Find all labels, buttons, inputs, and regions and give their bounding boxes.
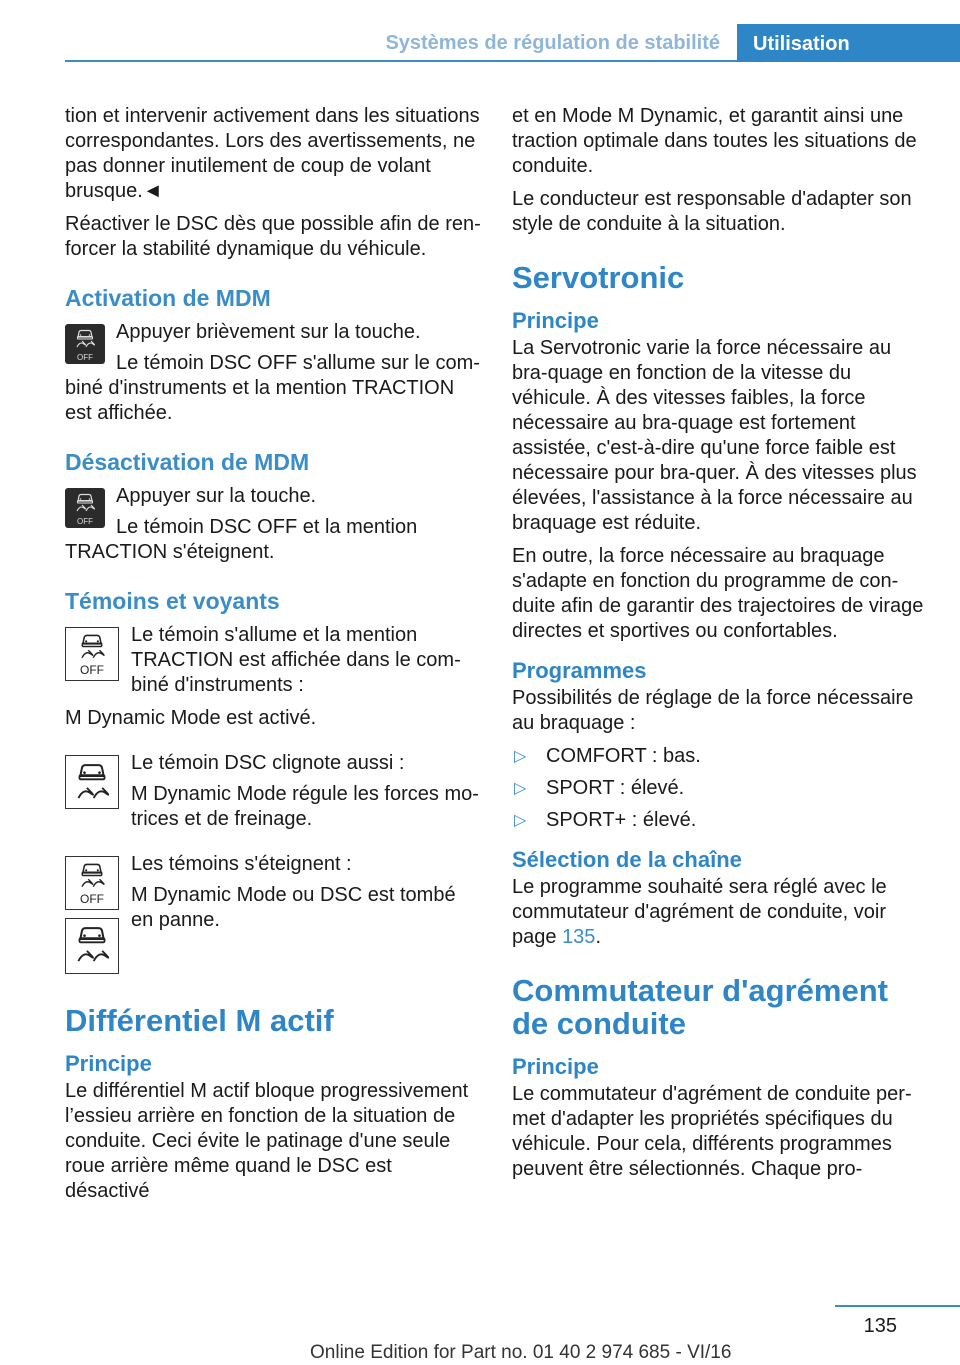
temoins-heading: Témoins et voyants xyxy=(65,588,280,614)
bullet-triangle-icon: ▷ xyxy=(514,748,527,765)
comm-principe-heading: Principe xyxy=(512,1054,599,1079)
programmes-list xyxy=(512,744,930,833)
servo-text-1: La Servotronic varie la force nécessaire au bra-quage en fonction de la vitesse du véhicule. À des vitesses faibles, la force nécessaire au bra-quage est fortement assistée, c'est-à-dire qu'une force faible est nécessaire pour bra-quer. À des vitesses plus élevées, l'assistance à la force nécessaire au braquage est réduite. xyxy=(512,337,917,534)
selection-heading: Sélection de la chaîne xyxy=(512,847,742,872)
programmes-text: Possibilités de réglage de la force nécessaire au braquage : xyxy=(512,687,914,734)
svg-text:OFF: OFF xyxy=(80,892,104,906)
telltale-text-3a: Les témoins s'éteignent : xyxy=(131,853,352,875)
footer-rule xyxy=(835,1305,960,1307)
telltale-text-3b: M Dynamic Mode ou DSC est tombé en panne. xyxy=(131,884,456,931)
programmes-heading: Programmes xyxy=(512,658,647,683)
deactivation-heading: Désactivation de MDM xyxy=(65,449,310,475)
servo-text-2: En outre, la force nécessaire au braquage s'adapte en fonction du programme de con-duite afin de garantir des trajectoires de virage directes et sportives ou confortables. xyxy=(512,545,924,642)
telltale-block-2 xyxy=(65,751,481,832)
right-paragraph-1: et en Mode M Dynamic, et garantit ainsi une traction optimale dans toutes les situations de conduite. xyxy=(512,105,917,177)
activation-block xyxy=(65,320,481,426)
list-item: ▷ SPORT+ : élevé. xyxy=(514,809,697,831)
activation-step-1: Appuyer brièvement sur la touche. xyxy=(116,321,421,343)
bullet-triangle-icon: ▷ xyxy=(514,780,527,797)
dsc-off-telltale-icon xyxy=(65,627,119,688)
list-item: ▷ SPORT : élevé. xyxy=(514,777,685,799)
header-section-title: Systèmes de régulation de stabilité xyxy=(385,32,720,54)
header-tab-label: Utilisation xyxy=(753,33,850,55)
deactivation-step-1: Appuyer sur la touche. xyxy=(116,485,317,507)
servo-principe-heading: Principe xyxy=(512,308,599,333)
diff-heading: Différentiel M actif xyxy=(65,1003,334,1038)
comm-text: Le commutateur d'agrément de conduite per-met d'adapter les propriétés spécifiques du véhicule. Pour cela, différents programmes peuvent être sélectionnés. Chaque pro- xyxy=(512,1083,912,1180)
page-link[interactable]: 135 xyxy=(562,926,596,948)
svg-text:OFF: OFF xyxy=(77,353,93,362)
dsc-off-button-icon xyxy=(65,324,105,371)
dsc-telltale-icon xyxy=(65,918,119,981)
left-paragraph-1: tion et intervenir activement dans les situations correspondantes. Lors des avertissements, ne pas donner inutilement de coup de volant brusque.◄ xyxy=(65,105,480,202)
telltale-block-3 xyxy=(65,852,481,974)
telltale-text-1: Le témoin s'allume et la mention TRACTION est affichée dans le com-biné d'instruments : xyxy=(131,624,461,696)
comm-heading: Commutateur d'agrément de conduite xyxy=(512,973,888,1041)
activation-heading: Activation de MDM xyxy=(65,285,271,311)
left-column xyxy=(65,104,481,1212)
left-paragraph-2: Réactiver le DSC dès que possible afin de ren-forcer la stabilité dynamique du véhicule. xyxy=(65,213,481,260)
diff-subheading: Principe xyxy=(65,1051,152,1076)
deactivation-block xyxy=(65,484,481,565)
servo-heading: Servotronic xyxy=(512,260,685,295)
dsc-off-telltale-icon xyxy=(65,856,119,917)
telltale-text-2a: Le témoin DSC clignote aussi : xyxy=(131,752,405,774)
svg-text:OFF: OFF xyxy=(77,517,93,526)
dsc-off-button-icon xyxy=(65,488,105,535)
right-paragraph-2: Le conducteur est responsable d'adapter son style de conduite à la situation. xyxy=(512,188,912,235)
page-number: 135 xyxy=(863,1315,897,1337)
footer-edition: Online Edition for Part no. 01 40 2 974 685 - VI/16 xyxy=(310,1342,732,1363)
selection-text: Le programme souhaité sera réglé avec le commutateur d'agrément de conduite, voir page 135. xyxy=(512,876,887,948)
activation-step-2: Le témoin DSC OFF s'allume sur le com-biné d'instruments et la mention TRACTION est affichée. xyxy=(65,352,480,424)
svg-text:OFF: OFF xyxy=(80,663,104,677)
list-item: ▷ COMFORT : bas. xyxy=(514,745,701,767)
telltale-text-2b: M Dynamic Mode régule les forces mo-trices et de freinage. xyxy=(131,783,479,830)
bullet-triangle-icon: ▷ xyxy=(514,812,527,829)
diff-text: Le différentiel M actif bloque progressivement l’essieu arrière en fonction de la situation de conduite. Ceci évite le patinage d'une seule roue arrière même quand le DSC est désactivé xyxy=(65,1080,469,1202)
right-column xyxy=(512,104,930,1190)
deactivation-step-2: Le témoin DSC OFF et la mention TRACTION s'éteignent. xyxy=(65,516,418,563)
telltale-block-1 xyxy=(65,623,481,698)
header-tab xyxy=(737,24,960,62)
dsc-telltale-icon xyxy=(65,755,119,816)
telltale-text-1b: M Dynamic Mode est activé. xyxy=(65,707,317,729)
